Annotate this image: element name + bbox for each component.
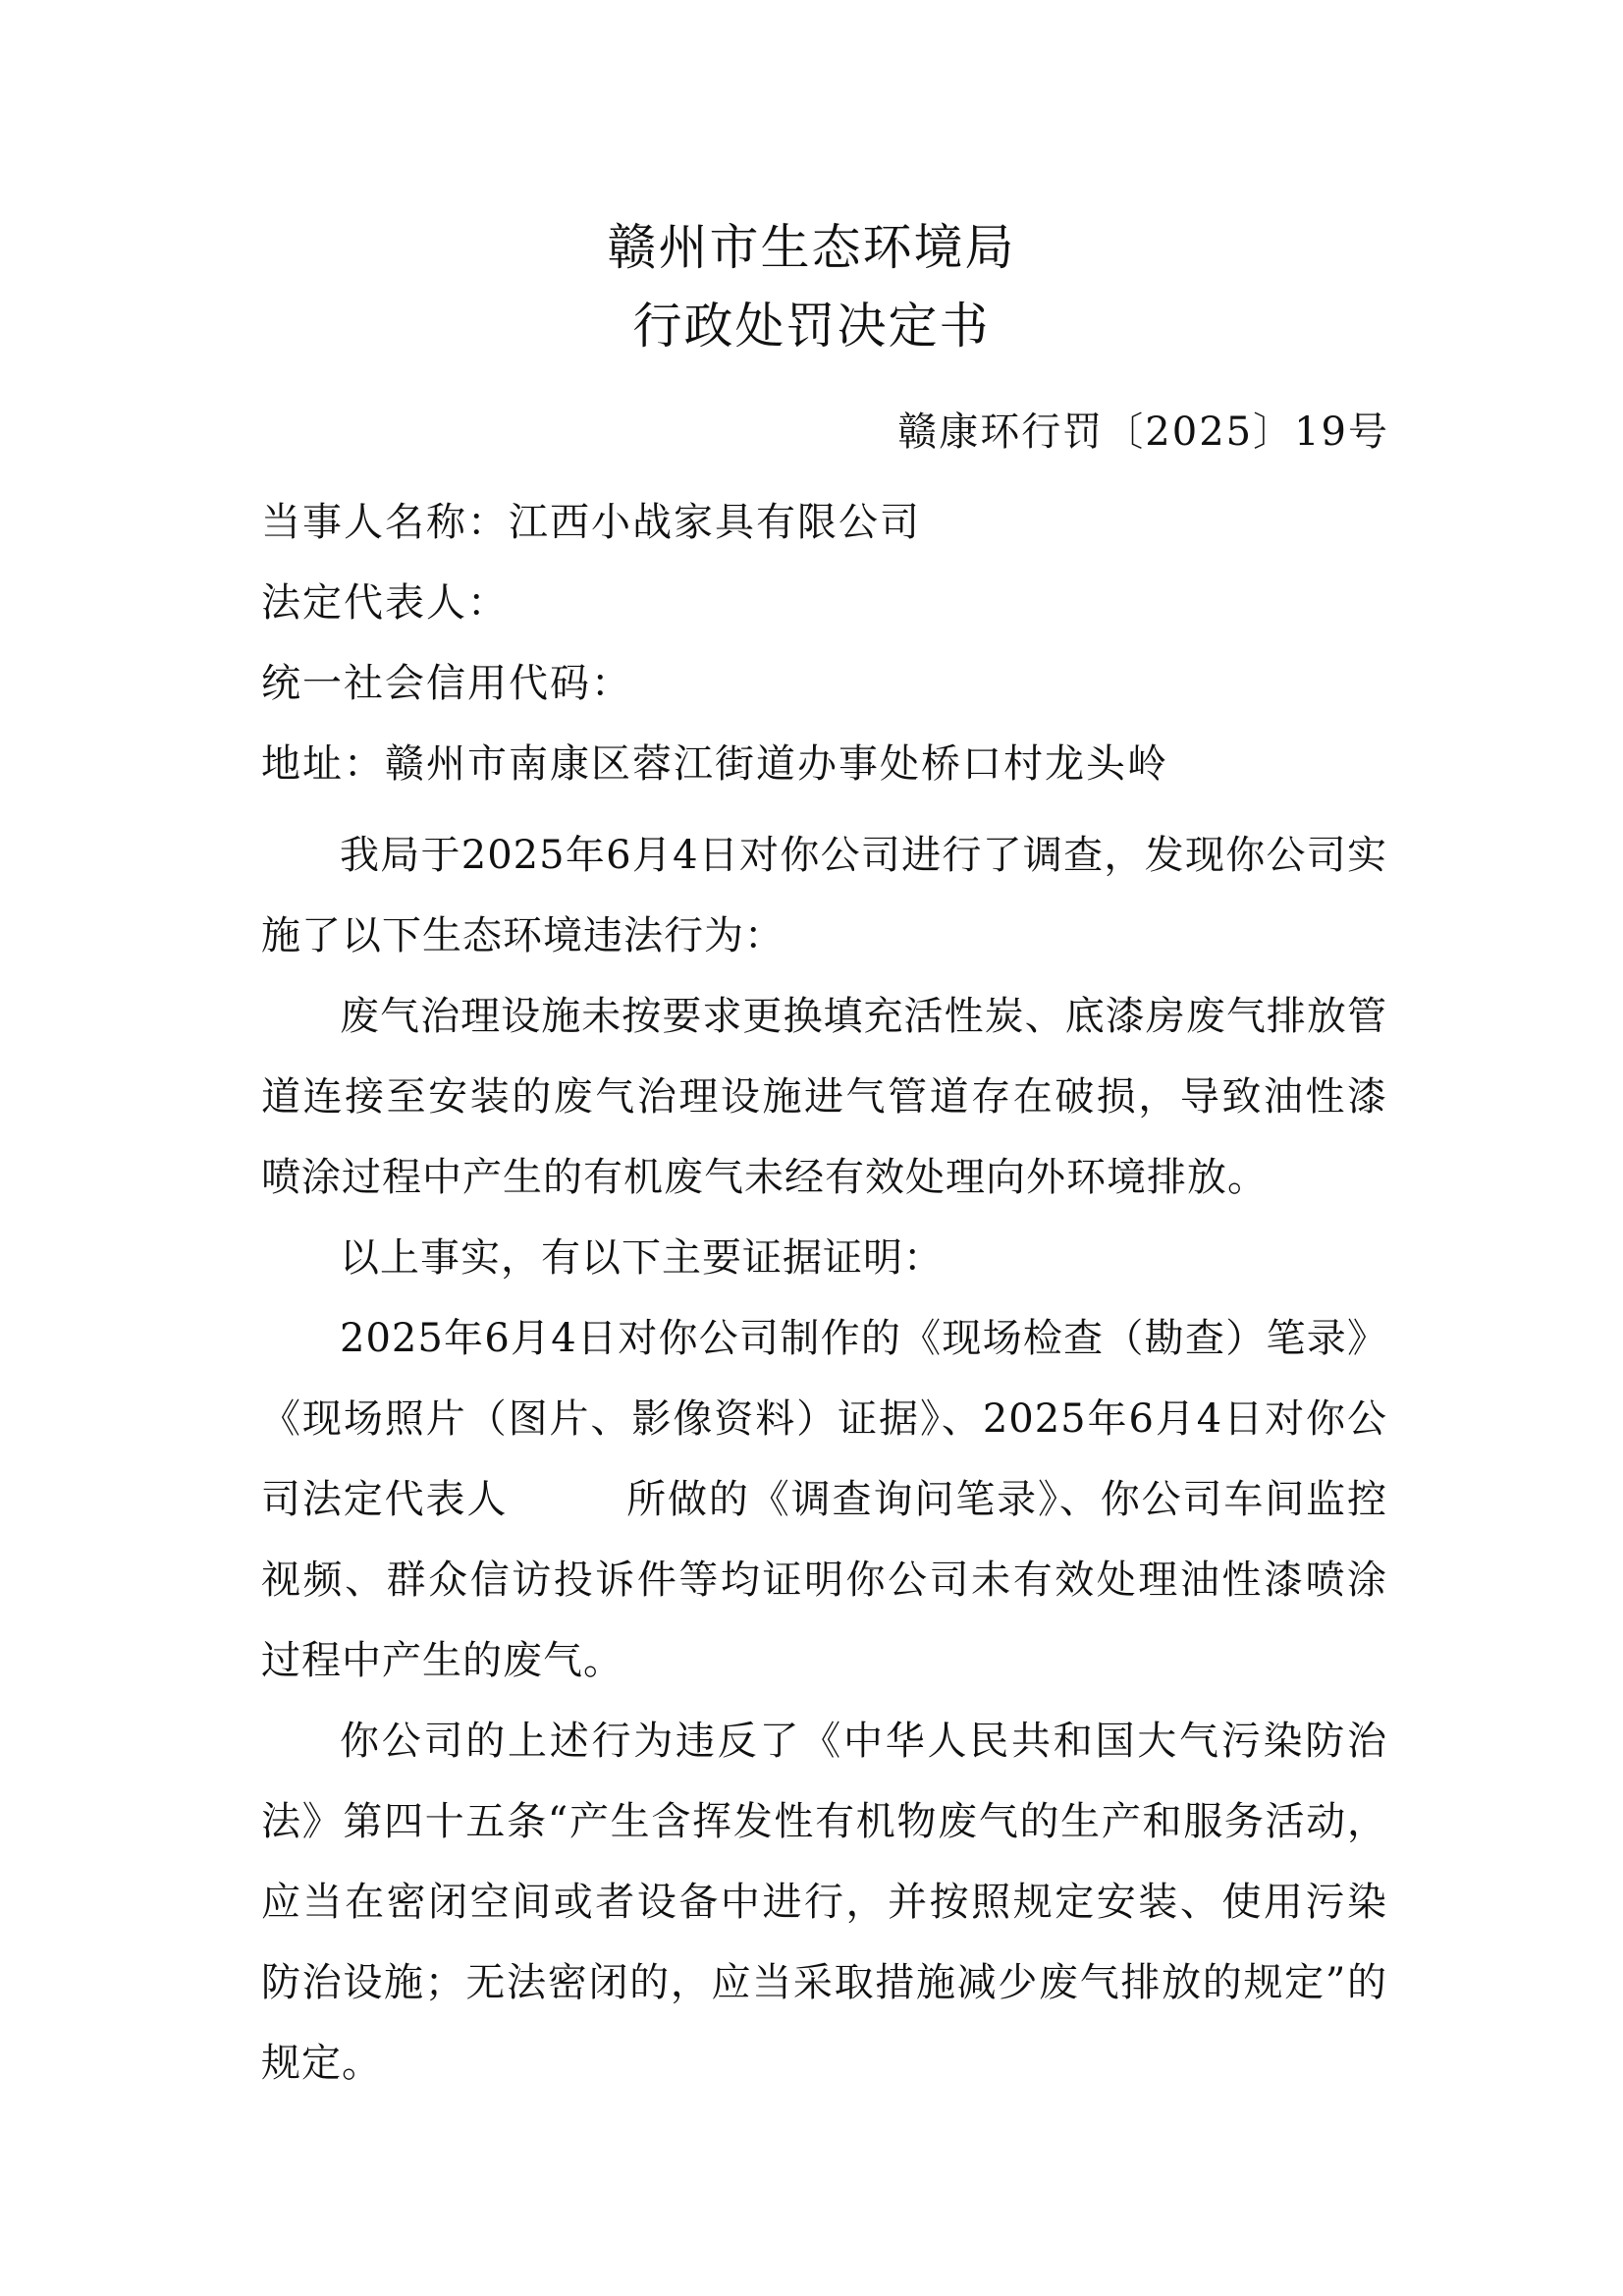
document-body — [261, 815, 1387, 2104]
document-type-title: 行政处罚决定书 — [632, 298, 991, 355]
document-number: 赣康环行罚〔2025〕19号 — [897, 410, 1389, 455]
paragraph-evidence — [261, 1298, 1387, 1701]
evidence-text-part2: 所做的《调查询问笔录》、你公司车间监控视频、群众信访投诉件等均证明你公司未有效处理油性漆喷涂过程中产生的废气。 — [261, 1477, 1388, 1683]
party-name: 当事人名称：江西小战家具有限公司 — [261, 500, 921, 545]
legal-representative: 法定代表人： — [261, 580, 509, 626]
credit-code: 统一社会信用代码： — [261, 661, 632, 706]
party-address: 地址：赣州市南康区蓉江街道办事处桥口村龙头岭 — [261, 741, 1168, 787]
agency-title: 赣州市生态环境局 — [607, 219, 1016, 276]
paragraph-legal-basis: 你公司的上述行为违反了《中华人民共和国大气污染防治法》第四十五条“产生含挥发性有机物废气的生产和服务活动，应当在密闭空间或者设备中进行，并按照规定安装、使用污染防治设施；无法密闭的，应当采取措施减少废气排放的规定”的规定。 — [261, 1719, 1387, 2086]
evidence-text-part1: 2025年6月4日对你公司制作的《现场检查（勘查）笔录》《现场照片（图片、影像资料）证据》、2025年6月4日对你公司法定代表人 — [261, 1316, 1387, 1522]
paragraph-evidence-intro: 以上事实，有以下主要证据证明： — [340, 1235, 944, 1281]
paragraph-violation: 废气治理设施未按要求更换填充活性炭、底漆房废气排放管道连接至安装的废气治理设施进气管道存在破损，导致油性漆喷涂过程中产生的有机废气未经有效处理向外环境排放。 — [261, 994, 1387, 1200]
paragraph-investigation: 我局于2025年6月4日对你公司进行了调查，发现你公司实施了以下生态环境违法行为： — [261, 833, 1387, 958]
